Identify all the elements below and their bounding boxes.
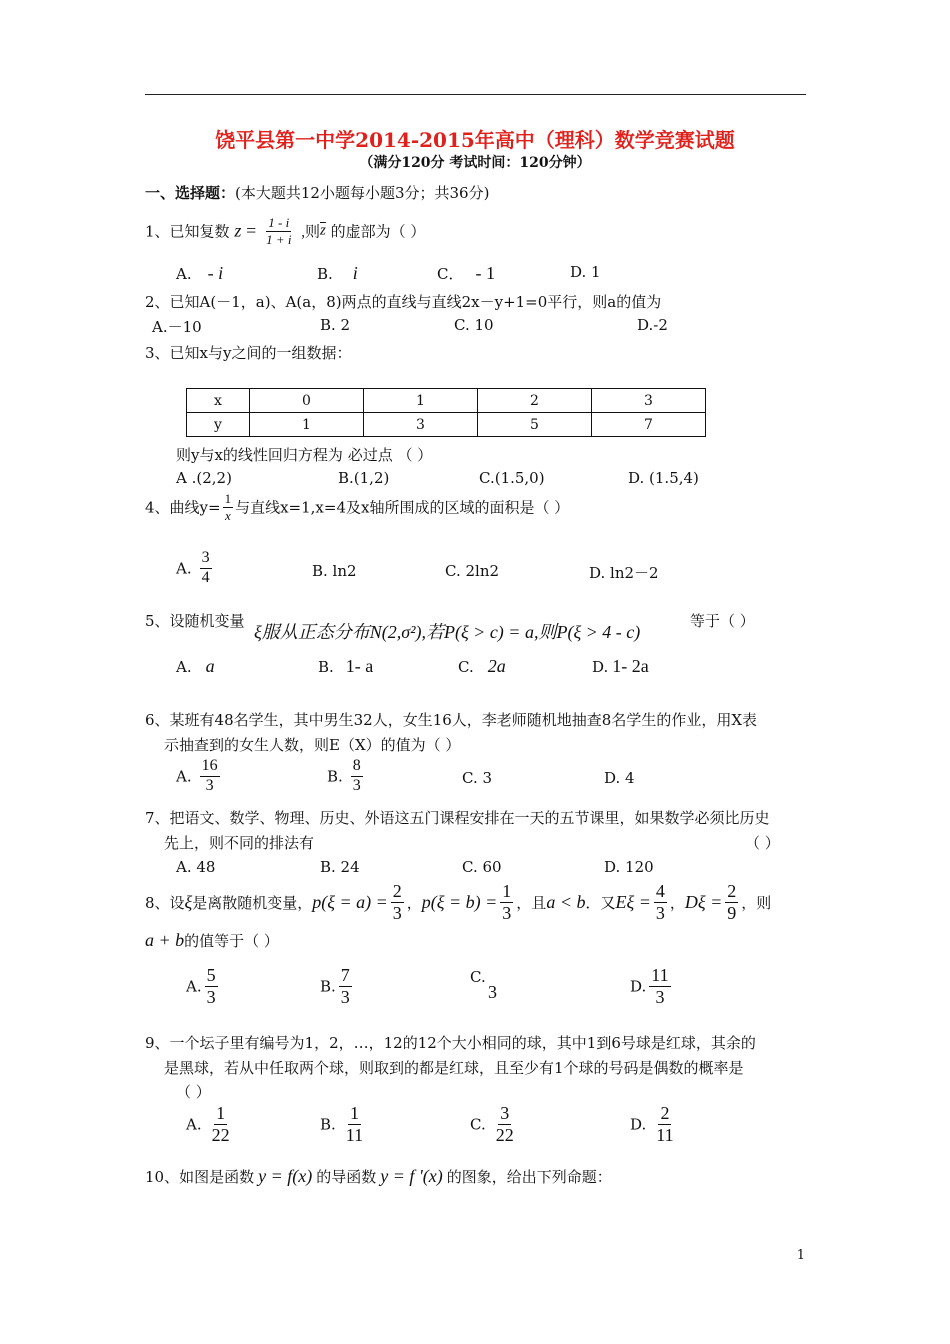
q1-then: ,则 <box>301 224 320 241</box>
q9-option-d-fraction <box>654 1104 675 1145</box>
q8-option-a-fraction <box>205 966 218 1007</box>
q8-frac3-den: 3 <box>655 902 665 923</box>
q9-option-c-num: 3 <box>500 1103 510 1123</box>
question-4 <box>145 492 569 522</box>
question-6-line1: 6、某班有48名学生，其中男生32人，女生16人，李老师随机地抽查8名学生的作业，用X表 <box>145 711 758 729</box>
q3-question-text: 则y与x的线性回归方程为 必过点 （ ） <box>176 446 433 464</box>
q8-option-a-den: 3 <box>206 986 216 1007</box>
q1-eq: = <box>246 220 257 241</box>
question-8-line2 <box>145 930 279 951</box>
q8-sum-expr: a + b <box>145 930 185 950</box>
q4-prefix: 4、曲线y= <box>145 498 221 517</box>
q7-option-c: C. 60 <box>462 858 502 876</box>
q4-option-b: B. ln2 <box>312 562 357 580</box>
q8-ab: a < b <box>546 891 586 912</box>
q5-option-b-label: B. <box>318 658 334 676</box>
q4-option-a-label: A. <box>176 559 192 578</box>
q8-option-b-num: 7 <box>340 965 350 985</box>
q8-option-a-label: A. <box>186 977 202 996</box>
table-cell: 1 <box>250 413 364 437</box>
q6-option-a <box>176 758 223 795</box>
q10-mid: 的导函数 <box>316 1168 377 1186</box>
q9-option-b <box>320 1104 368 1145</box>
q6-option-b-den: 3 <box>352 776 361 794</box>
q8-text2: ，且 <box>516 893 547 912</box>
q10-suffix: 的图象，给出下列命题： <box>446 1168 612 1186</box>
question-3: 3、已知x与y之间的一组数据： <box>145 344 352 362</box>
q3-option-b: B.(1,2) <box>338 469 390 487</box>
q9-option-c <box>470 1104 519 1145</box>
q3-option-a: A .(2,2) <box>176 469 232 487</box>
q5-option-b <box>318 656 373 677</box>
q4-suffix: 与直线x=1,x=4及x轴所围成的区域的面积是（ ） <box>235 498 570 517</box>
q1-suffix: 的虚部为（ ） <box>330 222 426 241</box>
q7-option-d: D. 120 <box>604 858 654 876</box>
q9-option-a-num: 1 <box>216 1103 226 1123</box>
q5-option-c <box>458 656 506 677</box>
q5-suffix: 等于（ ） <box>690 612 755 630</box>
q8-frac1-num: 2 <box>392 881 402 901</box>
table-row <box>187 389 706 413</box>
q5-option-c-value: 2a <box>487 656 506 676</box>
q9-option-d <box>630 1104 679 1145</box>
page-title: 饶平县第一中学2014-2015年高中（理科）数学竞赛试题 <box>215 128 735 152</box>
q8-option-d-label: D. <box>630 977 647 996</box>
q9-option-a <box>186 1104 235 1145</box>
q1-option-a-label: A. <box>176 265 192 283</box>
q5-option-d-label: D. <box>592 658 609 676</box>
table-cell: 3 <box>364 413 478 437</box>
q7-option-b: B. 24 <box>320 858 360 876</box>
table-cell: 5 <box>478 413 592 437</box>
q3-option-c: C.(1.5,0) <box>479 469 545 487</box>
table-cell: x <box>187 389 250 413</box>
q6-option-b <box>327 758 366 795</box>
question-7-line1: 7、把语文、数学、物理、历史、外语这五门课程安排在一天的五节课里，如果数学必须比历史 <box>145 809 770 827</box>
q7-option-a: A. 48 <box>176 858 216 876</box>
q1-den: 1 + i <box>266 231 292 247</box>
q5-option-a-value: a <box>205 656 215 676</box>
q6-option-a-den: 3 <box>205 776 214 794</box>
section-heading <box>145 182 489 203</box>
q1-option-c-value: - 1 <box>475 263 495 283</box>
q1-num: 1 - i <box>268 215 290 230</box>
q9-option-b-num: 1 <box>349 1103 359 1123</box>
q8-frac3 <box>654 882 667 923</box>
q8-option-d <box>630 966 674 1007</box>
q9-option-b-label: B. <box>320 1115 336 1134</box>
q1-option-a-value: - i <box>207 263 224 283</box>
question-6-line2: 示抽查到的女生人数，则E（X）的值为（ ） <box>164 736 461 754</box>
exam-info: （满分120分 考试时间：120分钟） <box>359 155 591 171</box>
q9-option-c-fraction <box>494 1104 516 1145</box>
q1-option-d: D. 1 <box>570 263 601 281</box>
table-cell: 3 <box>592 389 706 413</box>
q8-option-b <box>320 966 355 1007</box>
q9-option-d-label: D. <box>630 1115 647 1134</box>
question-8-line1 <box>145 882 771 923</box>
question-1 <box>145 216 425 246</box>
table-cell: 7 <box>592 413 706 437</box>
q4-option-a-den: 4 <box>201 568 210 586</box>
q5-option-a <box>176 656 215 677</box>
q9-option-b-den: 11 <box>345 1124 364 1145</box>
table-cell: y <box>187 413 250 437</box>
q8-prob-a: p(ξ = a) = <box>312 891 388 912</box>
q10-derivative: y = f '(x) <box>380 1166 443 1186</box>
q4-option-a <box>176 550 215 587</box>
q4-option-c: C. 2ln2 <box>445 562 500 580</box>
section-label: 一、选择题： <box>145 184 236 202</box>
q9-option-d-den: 11 <box>656 1124 674 1145</box>
q8-option-d-den: 3 <box>655 986 665 1007</box>
question-9-line3: （ ） <box>176 1083 211 1101</box>
q5-option-a-label: A. <box>176 658 192 676</box>
q4-option-a-num: 3 <box>200 550 212 569</box>
page-number: 1 <box>796 1248 805 1263</box>
q4-fraction <box>223 492 234 522</box>
q8-option-b-label: B. <box>320 977 336 996</box>
q6-option-c: C. 3 <box>462 769 493 787</box>
q8-option-c-label: C. <box>470 968 486 986</box>
q8-sep1: ， <box>406 893 422 912</box>
q7-answer-paren: （ ） <box>745 834 780 852</box>
q8-option-b-fraction <box>339 966 352 1007</box>
q6-option-b-label: B. <box>327 767 343 786</box>
q9-option-a-label: A. <box>186 1115 202 1134</box>
q2-option-b: B. 2 <box>320 316 351 334</box>
q8-text1: 是离散随机变量， <box>192 893 313 912</box>
q1-fraction <box>264 216 293 246</box>
q8-option-b-den: 3 <box>340 986 350 1007</box>
q5-prefix: 5、设随机变量 <box>145 612 245 630</box>
q9-option-a-den: 22 <box>211 1124 230 1145</box>
q8-prob-b: p(ξ = b) = <box>421 891 498 912</box>
q1-option-b-label: B. <box>317 265 333 283</box>
q1-option-a <box>176 263 223 284</box>
q5-option-d <box>592 656 649 677</box>
q1-option-b <box>317 263 358 284</box>
q8-option-c <box>470 968 486 986</box>
q8-frac2 <box>500 882 513 923</box>
question-9-line2: 是黑球，若从中任取两个球，则取到的都是红球，且至少有1个球的号码是偶数的概率是 <box>164 1059 744 1077</box>
q2-option-a: A.－10 <box>152 318 202 336</box>
q4-option-a-fraction <box>200 550 212 587</box>
q8-text4: ，则 <box>741 893 772 912</box>
q8-option-d-fraction <box>649 966 670 1007</box>
q9-option-a-fraction <box>210 1104 232 1145</box>
q8-xi: ξ <box>184 891 193 912</box>
q1-z: z <box>234 220 242 241</box>
table-row <box>187 413 706 437</box>
q10-prefix: 10、如图是函数 <box>145 1168 255 1186</box>
q4-option-d: D. ln2－2 <box>589 564 659 582</box>
question-7-line2: 先上，则不同的排法有 <box>164 834 315 852</box>
q4-num: 1 <box>224 491 232 506</box>
q6-option-b-num: 8 <box>351 758 363 777</box>
q8-line2-text: 的值等于（ ） <box>184 932 279 950</box>
q9-option-b-fraction <box>344 1104 365 1145</box>
xy-data-table <box>186 388 706 437</box>
q8-frac4-den: 9 <box>727 902 737 923</box>
q1-prefix: 1、已知复数 <box>145 222 230 241</box>
q5-option-c-label: C. <box>458 658 474 676</box>
q5-option-b-value: 1- a <box>345 656 374 676</box>
q8-frac3-num: 4 <box>655 881 665 901</box>
header-rule <box>145 94 806 95</box>
q8-text3: ．又 <box>585 893 616 912</box>
q4-den: x <box>224 507 231 523</box>
q10-function: y = f(x) <box>258 1166 313 1186</box>
q8-option-d-num: 11 <box>651 965 669 985</box>
q8-option-a <box>186 966 221 1007</box>
q8-frac4-num: 2 <box>727 881 737 901</box>
q5-formula: ξ服从正态分布N(2,σ²),若P(ξ > c) = a,则P(ξ > 4 - c) <box>254 622 641 642</box>
q1-option-c <box>437 263 495 284</box>
question-10 <box>145 1166 612 1187</box>
q5-option-d-value: 1- 2a <box>612 656 649 676</box>
q9-option-c-label: C. <box>470 1115 486 1134</box>
q6-option-a-label: A. <box>176 767 192 786</box>
table-cell: 1 <box>364 389 478 413</box>
q8-option-c-value: 3 <box>488 982 497 1002</box>
q8-option-a-num: 5 <box>206 965 216 985</box>
q8-frac2-den: 3 <box>502 902 512 923</box>
q2-option-d: D.-2 <box>637 316 668 334</box>
q8-frac4 <box>725 882 738 923</box>
question-9-line1: 9、一个坛子里有编号为1，2，…，12的12个大小相同的球，其中1到6号球是红球，其余的 <box>145 1034 756 1052</box>
table-cell: 2 <box>478 389 592 413</box>
q6-option-a-fraction <box>200 758 220 795</box>
q8-prefix: 8、设 <box>145 893 185 912</box>
q3-option-d: D. (1.5,4) <box>628 469 699 487</box>
q6-option-d: D. 4 <box>604 769 635 787</box>
q8-frac1-den: 3 <box>392 902 402 923</box>
q6-option-b-fraction <box>351 758 363 795</box>
q8-frac1 <box>391 882 404 923</box>
question-2: 2、已知A(－1，a)、A(a，8)两点的直线与直线2x－y+1=0平行，则a的值为 <box>145 293 662 311</box>
q1-option-b-value: i <box>352 263 358 283</box>
q9-option-c-den: 22 <box>495 1124 514 1145</box>
q9-option-d-num: 2 <box>660 1103 670 1123</box>
q8-sep2: ， <box>669 893 685 912</box>
section-note: (本大题共12小题每小题3分；共36分) <box>235 184 490 202</box>
table-cell: 0 <box>250 389 364 413</box>
q1-option-c-label: C． <box>437 265 464 283</box>
q1-zbar: $\overline{z}$ <box>320 222 326 239</box>
q8-frac2-num: 1 <box>502 881 512 901</box>
q2-option-c: C. 10 <box>454 316 494 334</box>
q8-variance: Dξ = <box>684 891 723 912</box>
q8-expectation: Eξ = <box>615 891 651 912</box>
q6-option-a-num: 16 <box>200 758 220 777</box>
